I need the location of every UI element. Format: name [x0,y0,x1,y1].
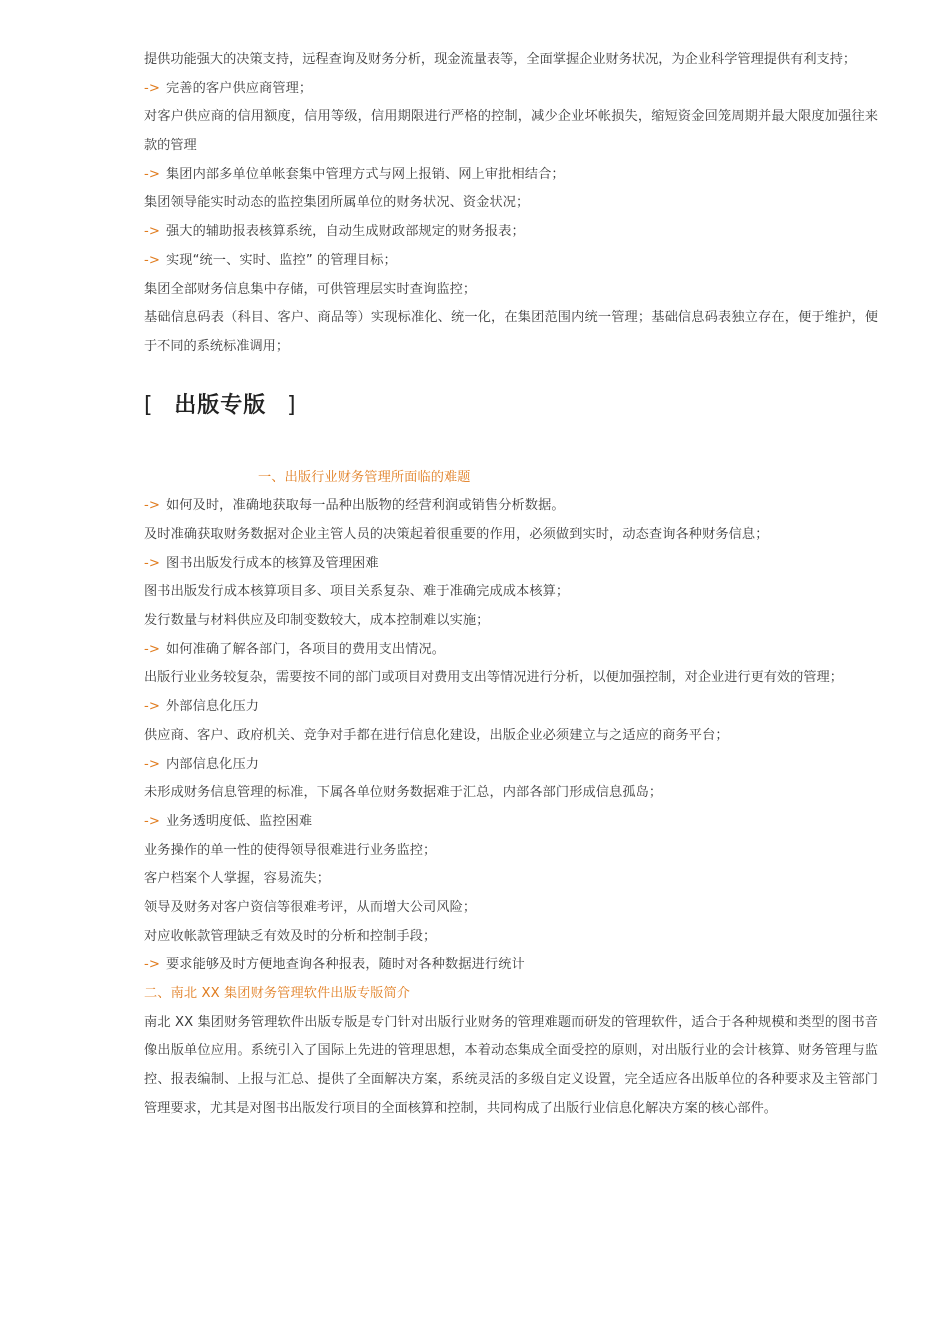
bullet-text: 业务透明度低、监控困难 [166,813,313,829]
paragraph: 对应收帐款管理缺乏有效及时的分析和控制手段； [144,928,437,944]
paragraph: 基础信息码表（科目、客户、商品等）实现标准化、统一化，在集团范围内统一管理；基础信息码表独立存在，便于维护，便于不同的系统标准调用； [144,310,878,354]
bullet-item [144,75,878,104]
paragraph: 供应商、客户、政府机关、竞争对手都在进行信息化建设，出版企业必须建立与之适应的商务平台； [144,727,729,743]
bullet-item [144,636,878,665]
bullet-text: 实现“统一、实时、监控” 的管理目标； [166,252,397,268]
paragraph: 对客户供应商的信用额度，信用等级，信用期限进行严格的控制，减少企业坏帐损失，缩短资金回笼周期并最大限度加强往来款的管理 [144,109,878,154]
bullet-item [144,218,878,247]
paragraph: 领导及财务对客户资信等很难考评，从而增大公司风险； [144,899,477,915]
arrow-icon: -> [144,555,161,571]
bullet-item [144,492,878,521]
bullet-item [144,247,878,276]
paragraph: 及时准确获取财务数据对企业主管人员的决策起着很重要的作用，必须做到实时，动态查询各种财务信息； [144,527,769,543]
arrow-icon: -> [144,252,161,268]
paragraph: 未形成财务信息管理的标准，下属各单位财务数据难于汇总，内部各部门形成信息孤岛； [144,785,663,801]
arrow-icon: -> [144,957,161,973]
section-title-text: 出版专版 [174,392,267,418]
paragraph: 图书出版发行成本核算项目多、项目关系复杂、难于准确完成成本核算； [144,584,570,600]
arrow-icon: -> [144,641,161,657]
paragraph: 业务操作的单一性的使得领导很难进行业务监控； [144,842,437,858]
bullet-text: 外部信息化压力 [166,699,260,715]
paragraph: 集团全部财务信息集中存储，可供管理层实时查询监控； [144,281,477,297]
bullet-item [144,751,878,780]
paragraph: 出版行业业务较复杂，需要按不同的部门或项目对费用支出等情况进行分析，以便加强控制，对企业进行更有效的管理； [144,670,843,686]
bullet-item [144,161,878,190]
arrow-icon: -> [144,756,161,772]
document-page [144,46,878,1124]
paragraph: 发行数量与材料供应及印制变数较大，成本控制难以实施； [144,613,490,629]
bullet-text: 完善的客户供应商管理； [166,80,313,96]
paragraph: 客户档案个人掌握，容易流失； [144,871,331,887]
bullet-text: 如何准确了解各部门，各项目的费用支出情况。 [166,641,446,657]
bullet-text: 要求能够及时方便地查询各种报表，随时对各种数据进行统计 [166,957,525,973]
bullet-text: 如何及时，准确地获取每一品种出版物的经营利润或销售分析数据。 [166,498,565,514]
section-title [144,386,878,426]
paragraph: 提供功能强大的决策支持，远程查询及财务分析，现金流量表等，全面掌握企业财务状况，为企业科学管理提供有利支持； [144,52,857,67]
paragraph: 南北 XX 集团财务管理软件出版专版是专门针对出版行业财务的管理难题而研发的管理软件，适合于各种规模和类型的图书音像出版单位应用。系统引入了国际上先进的管理思想，本着动态集成全面受控的原则，对出版行业的会计核算、财务管理与监控、报表编制、上报与汇总、提供了全面解决方案，系统灵活的多级自定义设置，完全适应各出版单位的各种要求及主管部门管理要求，尤其是对图书出版发行项目的全面核算和控制，共同构成了出版行业信息化解决方案的核心部件。 [144,1014,878,1116]
bullet-text: 集团内部多单位单帐套集中管理方式与网上报销、网上审批相结合； [166,166,565,182]
bracket-right: ] [286,392,297,418]
bullet-item [144,550,878,579]
bullet-text: 内部信息化压力 [166,756,260,772]
bullet-text: 强大的辅助报表核算系统，自动生成财政部规定的财务报表； [166,224,525,240]
bullet-item [144,808,878,837]
arrow-icon: -> [144,80,161,96]
bullet-item [144,693,878,722]
arrow-icon: -> [144,224,161,240]
arrow-icon: -> [144,813,161,829]
paragraph: 集团领导能实时动态的监控集团所属单位的财务状况、资金状况； [144,195,530,211]
part2-title: 二、南北 XX 集团财务管理软件出版专版简介 [144,986,411,1002]
arrow-icon: -> [144,498,161,514]
bullet-text: 图书出版发行成本的核算及管理困难 [166,555,379,571]
arrow-icon: -> [144,166,161,182]
bullet-item [144,951,878,980]
arrow-icon: -> [144,699,161,715]
part1-title: 一、出版行业财务管理所面临的难题 [258,469,471,485]
bracket-left: [ [144,392,154,418]
